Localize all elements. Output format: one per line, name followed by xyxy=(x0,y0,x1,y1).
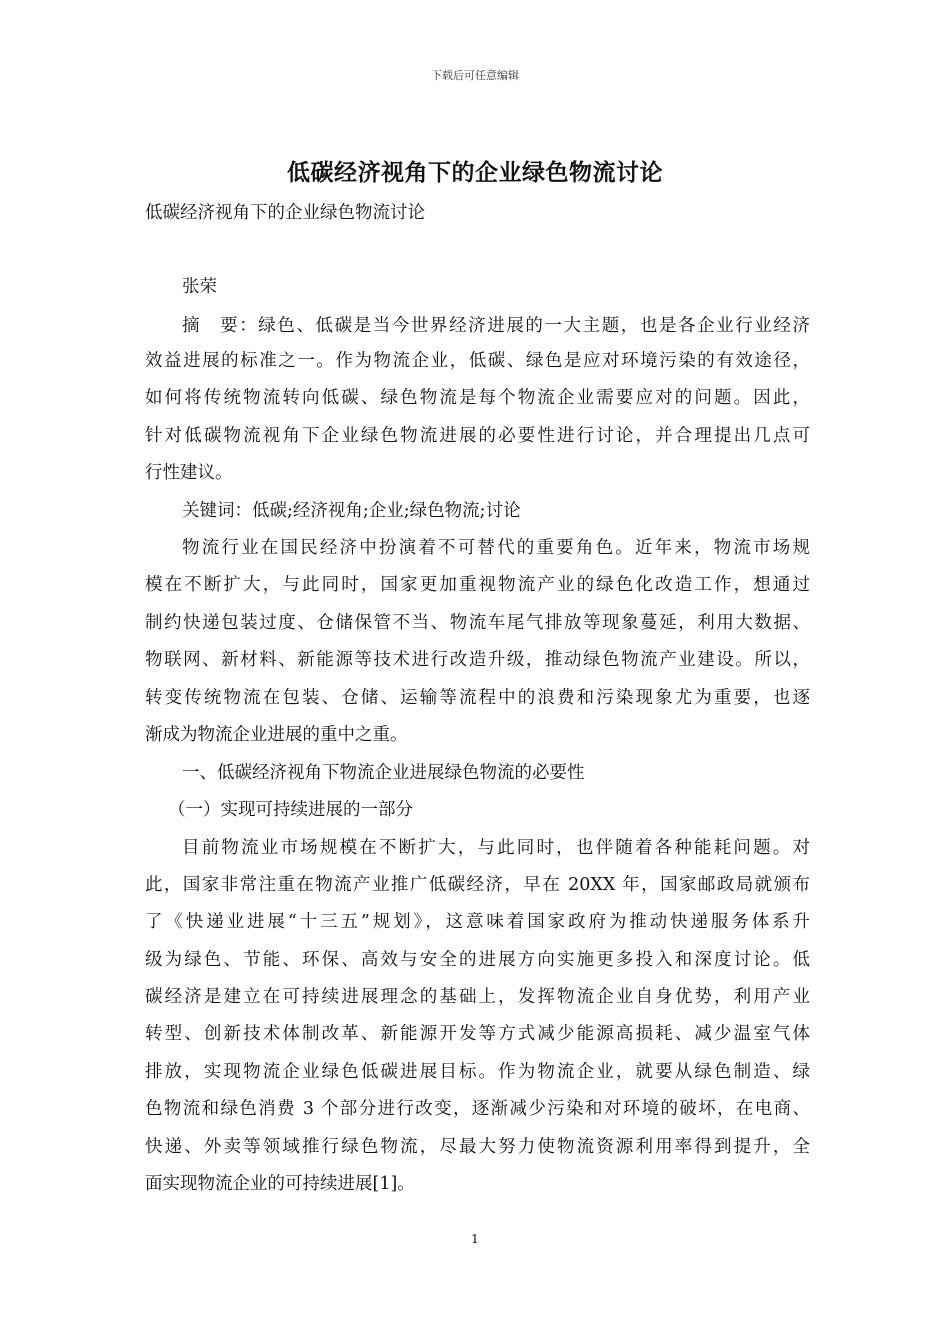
document-title: 低碳经济视角下的企业绿色物流讨论 xyxy=(287,159,663,186)
abstract-line-4: 针对低碳物流视角下企业绿色物流进展的必要性进行讨论，并合理提出几点可 xyxy=(145,426,810,446)
abstract-line-2: 效益进展的标准之一。作为物流企业，低碳、绿色是应对环境污染的有效途径， xyxy=(145,351,810,371)
body-line-4: 级为绿色、节能、环保、高效与安全的进展方向实施更多投入和深度讨论。低 xyxy=(145,950,810,970)
body-line-5: 碳经济是建立在可持续进展理念的基础上，发挥物流企业自身优势，利用产业 xyxy=(145,987,810,1007)
body-line-6: 转型、创新技术体制改革、新能源开发等方式减少能源高损耗、减少温室气体 xyxy=(145,1024,810,1044)
author: 张荣 xyxy=(182,277,217,297)
section-heading: 一、低碳经济视角下物流企业进展绿色物流的必要性 xyxy=(182,763,585,783)
subtitle: 低碳经济视角下的企业绿色物流讨论 xyxy=(145,203,425,223)
body-line-7: 排放，实现物流企业绿色低碳进展目标。作为物流企业，就要从绿色制造、绿 xyxy=(145,1062,810,1082)
intro-line-2: 模在不断扩大，与此同时，国家更加重视物流产业的绿色化改造工作，想通过 xyxy=(145,575,810,595)
body-line-1: 目前物流业市场规模在不断扩大，与此同时，也伴随着各种能耗问题。对 xyxy=(182,838,810,858)
page-header-note: 下载后可任意编辑 xyxy=(431,69,519,82)
page-number: 1 xyxy=(471,1232,479,1246)
body-line-8: 色物流和绿色消费 3 个部分进行改变，逐渐减少污染和对环境的破坏，在电商、 xyxy=(145,1099,810,1119)
body-line-10: 面实现物流企业的可持续进展[1]。 xyxy=(145,1174,415,1194)
intro-line-4: 物联网、新材料、新能源等技术进行改造升级，推动绿色物流产业建设。所以， xyxy=(145,650,810,670)
keywords: 关键词：低碳;经济视角;企业;绿色物流;讨论 xyxy=(182,501,521,521)
intro-line-5: 转变传统物流在包装、仓储、运输等流程中的浪费和污染现象尤为重要，也逐 xyxy=(145,688,810,708)
body-line-9: 快递、外卖等领域推行绿色物流，尽最大努力使物流资源利用率得到提升，全 xyxy=(145,1137,810,1157)
abstract-line-3: 如何将传统物流转向低碳、绿色物流是每个物流企业需要应对的问题。因此， xyxy=(145,388,810,408)
abstract-line-5: 行性建议。 xyxy=(145,463,233,483)
abstract-line-1: 摘 要：绿色、低碳是当今世界经济进展的一大主题，也是各企业行业经济 xyxy=(182,316,810,336)
body-line-2: 此，国家非常注重在物流产业推广低碳经济，早在 20XX 年，国家邮政局就颁布 xyxy=(145,875,810,895)
subsection-heading: （一）实现可持续进展的一部分 xyxy=(168,800,413,820)
intro-line-3: 制约快递包装过度、仓储保管不当、物流车尾气排放等现象蔓延，利用大数据、 xyxy=(145,613,810,633)
body-line-3: 了《快递业进展“十三五”规划》，这意味着国家政府为推动快递服务体系升 xyxy=(145,912,810,932)
intro-line-6: 渐成为物流企业进展的重中之重。 xyxy=(145,725,408,745)
intro-line-1: 物流行业在国民经济中扮演着不可替代的重要角色。近年来，物流市场规 xyxy=(182,538,810,558)
